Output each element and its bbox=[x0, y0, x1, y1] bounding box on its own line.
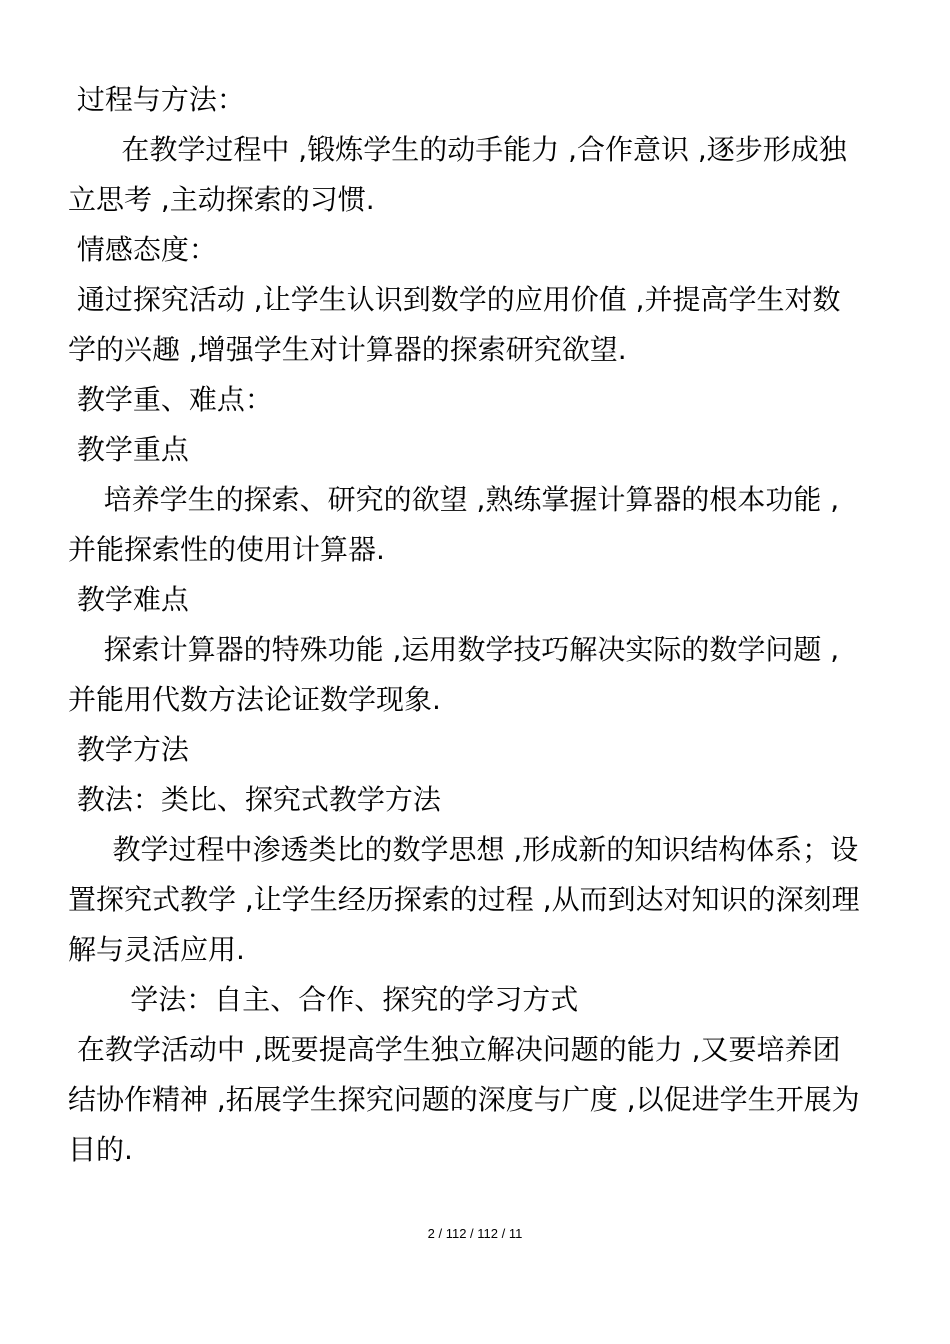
paragraph-line: 在教学过程中 ,锻炼学生的动手能力 ,合作意识 ,逐步形成独 bbox=[68, 133, 847, 166]
heading-difficult-point: 教学难点 bbox=[68, 583, 189, 616]
paragraph-line: 结协作精神 ,拓展学生探究问题的深度与广度 ,以促进学生开展为 bbox=[68, 1083, 860, 1116]
paragraph-line: 目的. bbox=[68, 1133, 133, 1166]
heading-process-method: 过程与方法： bbox=[68, 83, 245, 116]
heading-teaching-approach: 教法：类比、探究式教学方法 bbox=[68, 783, 441, 816]
page-number-footer: 2 / 112 / 112 / 11 bbox=[427, 1226, 523, 1241]
paragraph-line: 置探究式教学 ,让学生经历探索的过程 ,从而到达对知识的深刻理 bbox=[68, 883, 860, 916]
paragraph-line: 探索计算器的特殊功能 ,运用数学技巧解决实际的数学问题 , bbox=[68, 633, 840, 666]
paragraph-line: 在教学活动中 ,既要提高学生独立解决问题的能力 ,又要培养团 bbox=[68, 1033, 841, 1066]
paragraph-line: 解与灵活应用. bbox=[68, 933, 245, 966]
paragraph-line: 并能用代数方法论证数学现象. bbox=[68, 683, 441, 716]
heading-teaching-method: 教学方法 bbox=[68, 733, 189, 766]
paragraph-line: 并能探索性的使用计算器. bbox=[68, 533, 385, 566]
paragraph-line: 学的兴趣 ,增强学生对计算器的探索研究欲望. bbox=[68, 333, 627, 366]
paragraph-line: 立思考 ,主动探索的习惯. bbox=[68, 183, 375, 216]
heading-emotion-attitude: 情感态度： bbox=[68, 233, 217, 266]
paragraph-line: 培养学生的探索、研究的欲望 ,熟练掌握计算器的根本功能 , bbox=[68, 483, 840, 516]
heading-key-point: 教学重点 bbox=[68, 433, 189, 466]
paragraph-line: 教学过程中渗透类比的数学思想 ,形成新的知识结构体系；设 bbox=[68, 833, 859, 866]
paragraph-line: 通过探究活动 ,让学生认识到数学的应用价值 ,并提高学生对数 bbox=[68, 283, 841, 316]
heading-learning-method: 学法：自主、合作、探究的学习方式 bbox=[68, 983, 579, 1016]
heading-key-difficult-points: 教学重、难点： bbox=[68, 383, 273, 416]
